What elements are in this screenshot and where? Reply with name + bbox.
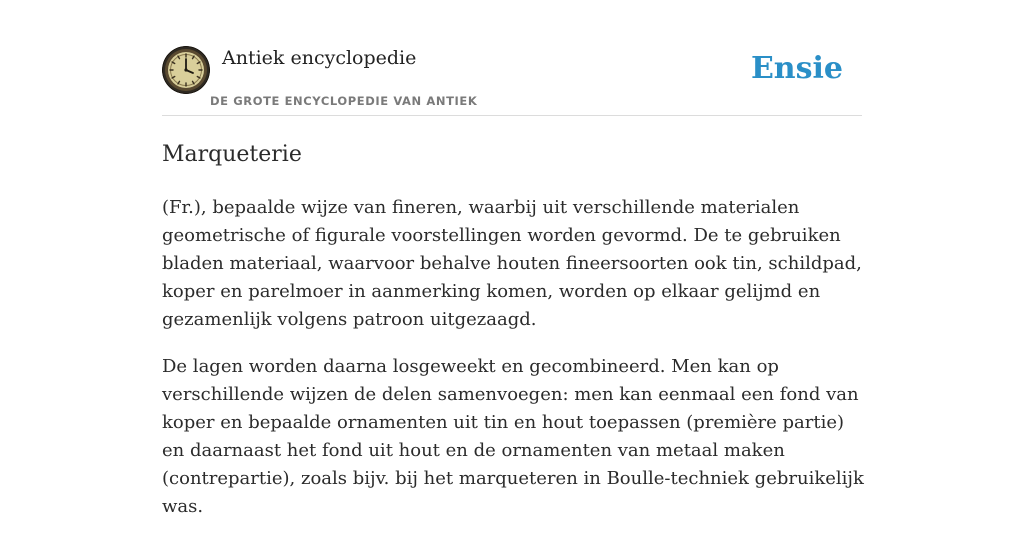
page-title: Marqueterie	[162, 142, 302, 167]
header-divider	[162, 115, 862, 116]
antique-clock-icon[interactable]	[162, 46, 210, 94]
article-paragraph: (Fr.), bepaalde wijze van fineren, waarbij uit verschillende materialen geometrische of figurale voorstellingen worden gevormd. De te gebruiken bladen materiaal, waarvoor behalve houten fineersoorten ook tin, schildpad, koper en parelmoer in aanmerking komen, worden op elkaar gelijmd en gezamenlijk volgens patroon uitgezaagd.	[162, 197, 862, 330]
site-title[interactable]: Antiek encyclopedie	[222, 47, 417, 69]
brand-logo[interactable]: Ensie	[750, 51, 843, 86]
article-paragraph: De lagen worden daarna losgeweekt en gecombineerd. Men kan op verschillende wijzen de delen samenvoegen: men kan eenmaal een fond van koper en bepaalde ornamenten uit tin en hout toepassen (première partie) en daarnaast het fond uit hout en de ornamenten van metaal maken (contrepartie), zoals bijv. bij het marqueteren in Boulle-techniek gebruikelijk was.	[162, 356, 864, 517]
site-header	[162, 46, 862, 116]
site-subtitle: DE GROTE ENCYCLOPEDIE VAN ANTIEK	[210, 94, 478, 108]
article	[162, 140, 864, 540]
